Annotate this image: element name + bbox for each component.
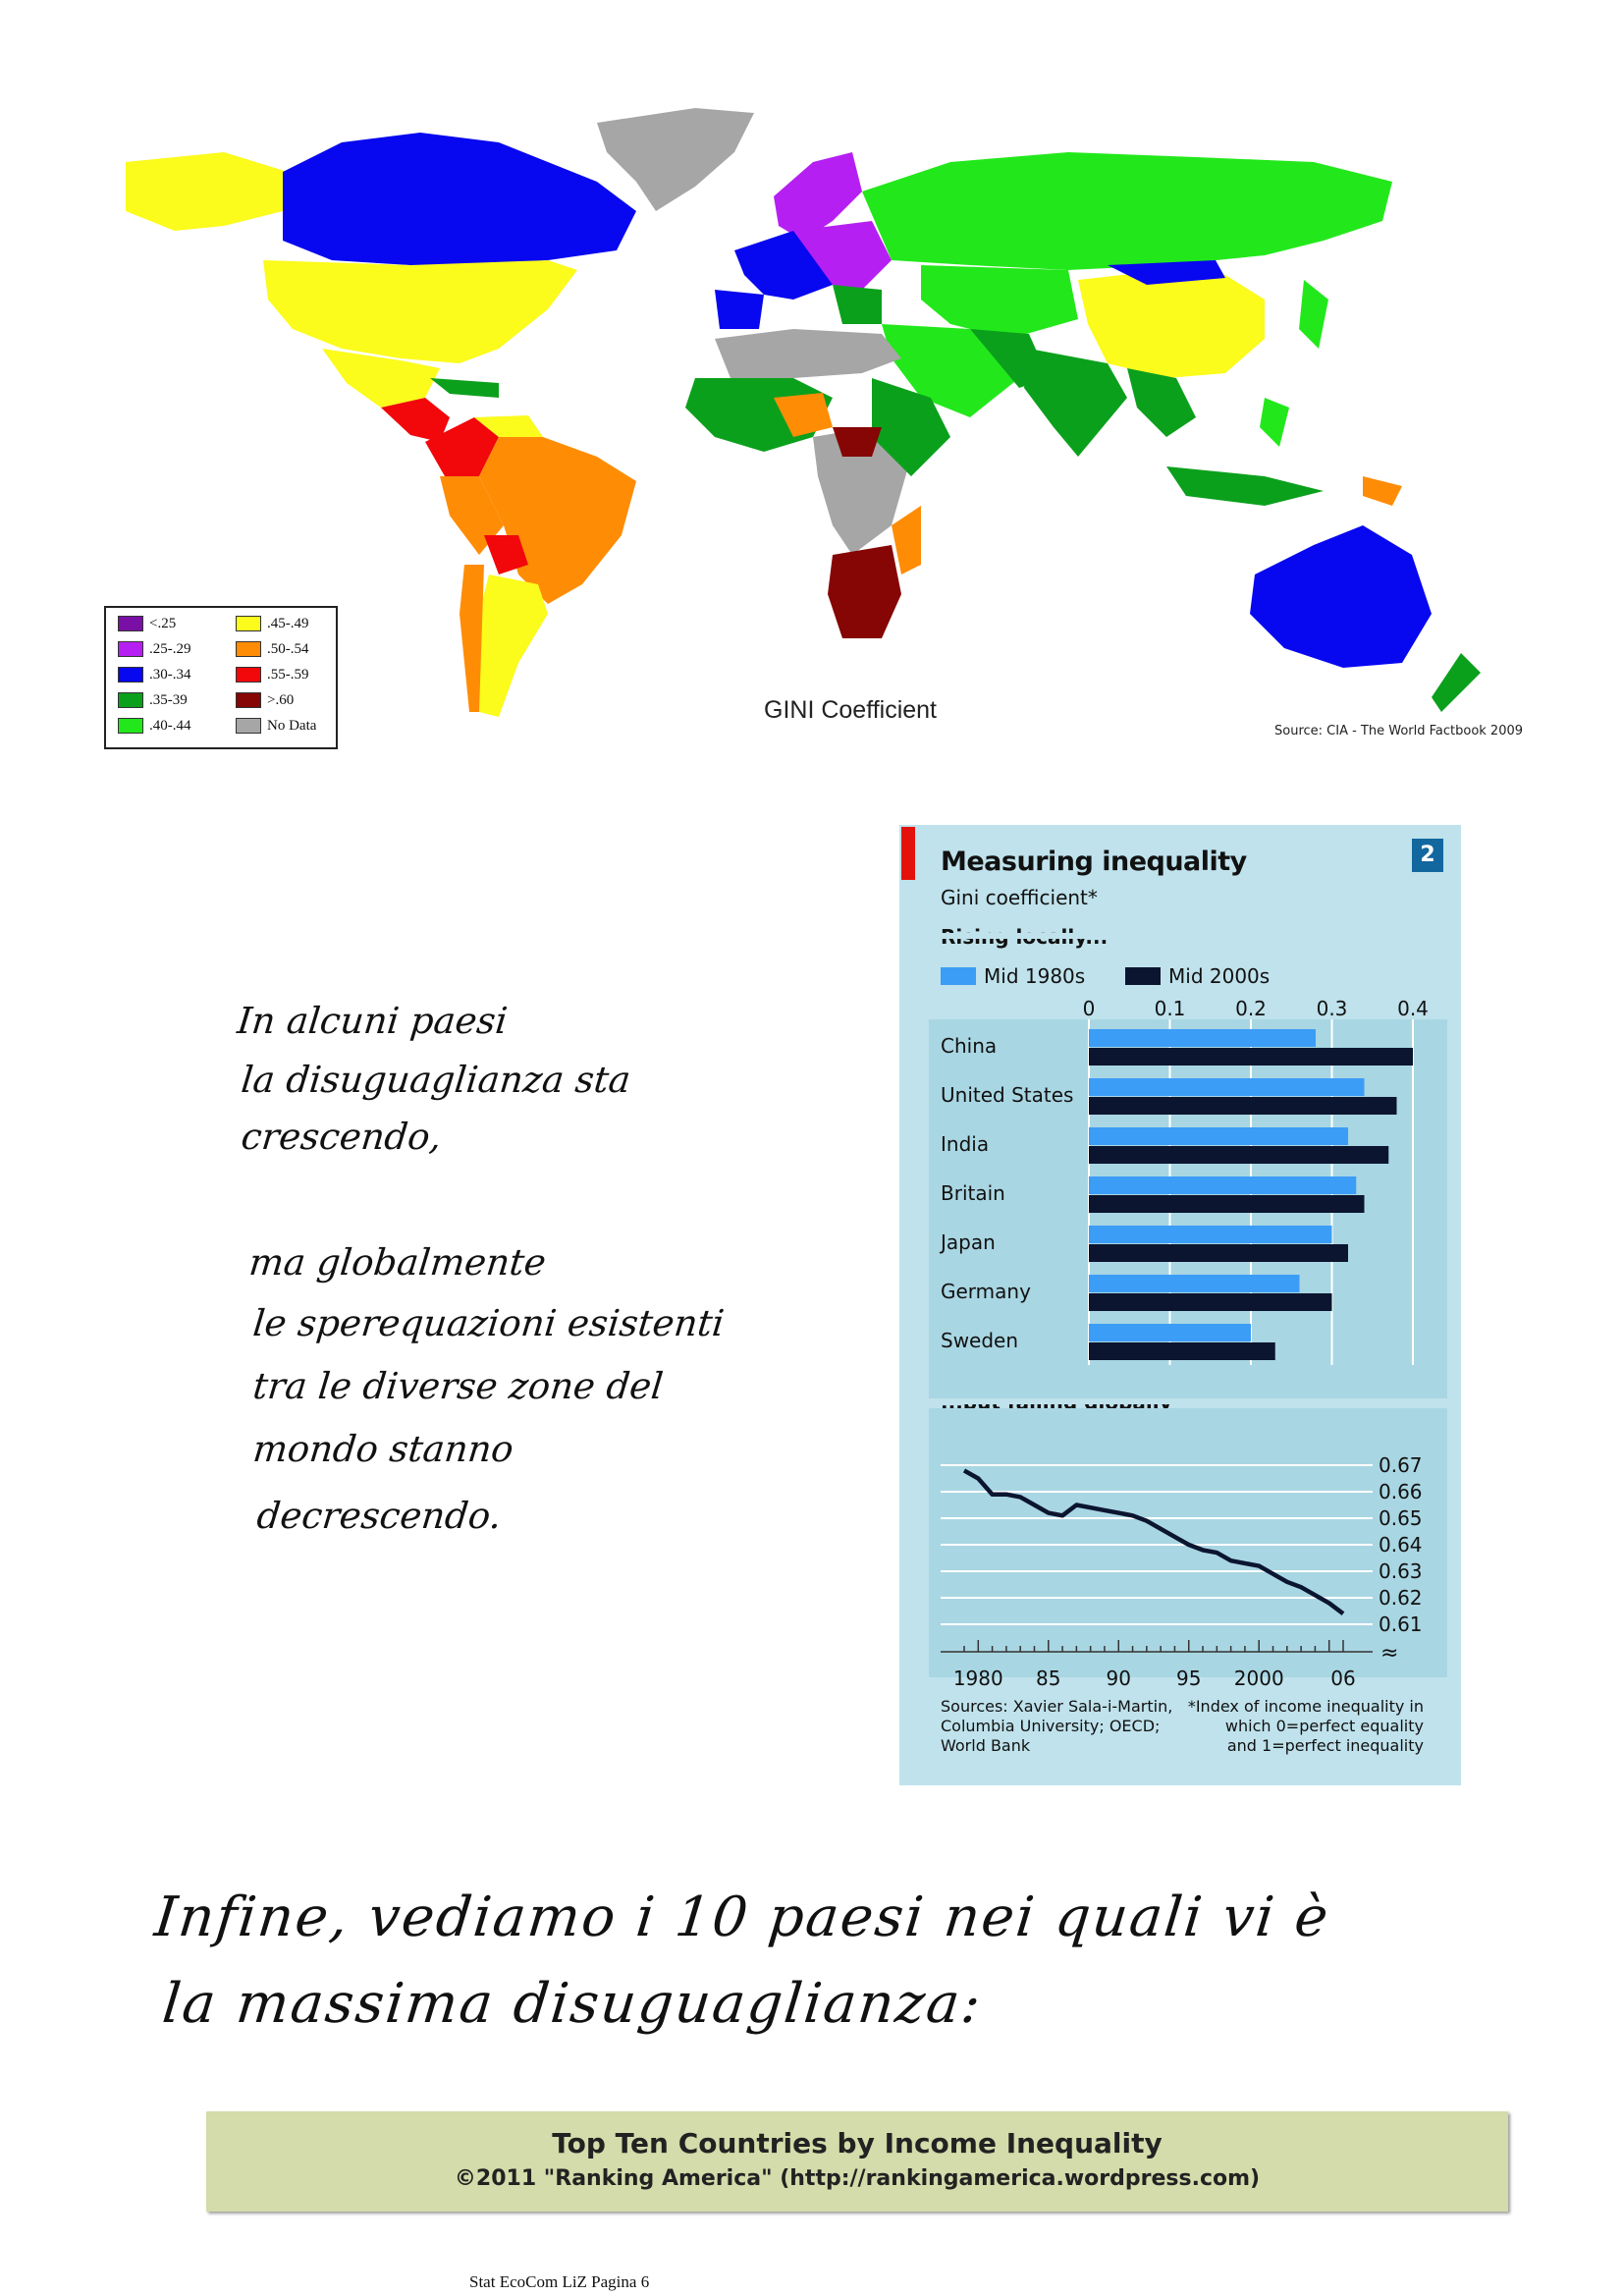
region-japan [1299,280,1328,349]
bar-1 [1089,1293,1332,1311]
region-australia [1250,525,1432,668]
region-china [1078,270,1265,378]
note-line-2: la disuguaglianza sta [239,1059,633,1101]
line-y-tick-label: 0.62 [1379,1586,1423,1610]
region-usa [263,260,577,363]
bar-tick-label: 0.4 [1397,997,1429,1020]
legend-item [236,690,294,710]
legend-item [118,690,188,710]
chart-sources [941,1697,1172,1756]
banner-title: Top Ten Countries by Income Inequality [552,2127,1163,2159]
line-x-tick-label: 90 [1106,1667,1131,1690]
bar-0 [1089,1275,1300,1292]
legend-item [236,639,309,659]
bar-category-label: United States [941,1083,1074,1107]
bar-category-label: Germany [941,1280,1031,1303]
map-source: Source: CIA - The World Factbook 2009 [1274,724,1524,738]
top-ten-banner [206,2111,1508,2212]
legend-label: .40-.44 [149,717,191,734]
line-y-tick-label: 0.63 [1379,1559,1423,1583]
line-x-tick-label: 2000 [1233,1667,1284,1690]
legend-item [118,614,176,633]
legend-label: .30-.34 [149,666,191,683]
legend-swatch [236,616,261,631]
bar-tick-label: 0 [1082,997,1096,1020]
inequality-plots [899,825,1461,1785]
bar-tick-label: 0.2 [1235,997,1267,1020]
measuring-inequality-chart [899,825,1461,1785]
legend-label: .55-.59 [267,666,309,683]
region-russia [862,152,1392,270]
legend-label: <.25 [149,615,177,631]
footnote-line-2: which 0=perfect equality [1224,1717,1424,1735]
bar-category-label: Britain [941,1181,1005,1205]
line-x-tick-label: 95 [1176,1667,1202,1690]
line-x-tick-label: 1980 [952,1667,1003,1690]
note-line-4: ma globalmente [246,1241,549,1284]
legend-swatch [118,641,143,657]
region-philippines [1260,398,1289,447]
legend-swatch [236,718,261,734]
line-x-tick-label: 06 [1330,1667,1356,1690]
map-legend [104,606,338,749]
legend-item [236,614,309,633]
region-indonesia [1166,466,1324,506]
bar-1 [1089,1048,1413,1066]
legend-item [236,716,316,736]
note-line-8: decrescendo. [254,1495,504,1537]
region-southern-africa [828,545,901,638]
line-x-tick-label: 85 [1036,1667,1061,1690]
bar-1 [1089,1195,1365,1213]
region-caribbean [430,378,499,398]
legend-item [118,639,191,659]
line-y-tick-label: 0.66 [1379,1480,1423,1503]
legend-swatch [118,718,143,734]
bar-1 [1089,1097,1397,1115]
bar-1 [1089,1146,1388,1164]
axis-break-symbol: ≈ [1380,1641,1399,1666]
bar-1 [1089,1342,1275,1360]
line-y-tick-label: 0.65 [1379,1506,1423,1530]
note-line-7: mondo stanno [250,1428,516,1470]
bar-category-label: Japan [941,1230,996,1254]
sources-line-1: Sources: Xavier Sala-i-Martin, [941,1697,1173,1716]
legend-swatch [236,641,261,657]
chart-subtitle: Gini coefficient* [941,886,1098,909]
bar-category-label: India [941,1132,990,1156]
bar-0 [1089,1078,1365,1096]
legend-swatch [118,616,143,631]
region-new-zealand [1432,653,1481,712]
line-y-tick-label: 0.64 [1379,1533,1423,1557]
chart-title: Measuring inequality [941,847,1247,877]
legend-label: .35-39 [149,691,188,708]
region-canada [283,133,636,265]
note-line-10: la massima disuguaglianza: [159,1972,986,2036]
bar-0 [1089,1127,1348,1145]
region-alaska [126,152,288,231]
gini-world-map [86,103,1610,763]
region-se-asia [1127,368,1196,437]
legend-label: .25-.29 [149,640,191,657]
legend-swatch [118,667,143,683]
bar-0 [1089,1176,1356,1194]
legend-item [118,665,191,684]
legend-label: .45-.49 [267,615,309,631]
note-line-6: tra le diverse zone del [250,1365,666,1407]
bar-category-label: Sweden [941,1329,1019,1352]
legend-label: No Data [267,717,317,734]
region-greenland [597,108,754,211]
region-argentina [474,574,548,717]
legend-label-1980s: Mid 1980s [984,964,1086,988]
region-mozambique [892,506,921,574]
note-line-5: le sperequazioni esistenti [250,1302,727,1344]
chart-footnote [1188,1697,1424,1756]
legend-swatch [118,692,143,708]
note-line-3: crescendo, [239,1116,444,1158]
bar-0 [1089,1324,1251,1341]
region-png [1363,476,1402,506]
sources-line-2: Columbia University; OECD; [941,1717,1161,1735]
map-title: GINI Coefficient [764,696,938,724]
note-line-9: Infine, vediamo i 10 paesi nei quali vi è [151,1886,1333,1949]
note-line-1: In alcuni paesi [235,1000,510,1042]
legend-item [236,665,309,684]
bar-tick-label: 0.3 [1316,997,1348,1020]
region-balkans [833,285,882,324]
bar-0 [1089,1029,1316,1047]
region-india [1024,349,1127,457]
page-footer: Stat EcoCom LiZ Pagina 6 [469,2272,650,2291]
bar-1 [1089,1244,1348,1262]
legend-label: >.60 [267,691,295,708]
chart-number-badge: 2 [1412,839,1443,872]
bar-0 [1089,1226,1332,1243]
region-iberia [715,290,764,329]
footnote-line-3: and 1=perfect inequality [1226,1736,1424,1755]
sources-line-3: World Bank [941,1736,1031,1755]
bar-tick-label: 0.1 [1154,997,1186,1020]
legend-label: .50-.54 [267,640,309,657]
line-y-tick-label: 0.67 [1379,1453,1423,1477]
footnote-line-1: *Index of income inequality in [1187,1697,1424,1716]
bar-category-label: China [941,1034,998,1058]
legend-swatch [236,667,261,683]
legend-swatch [236,692,261,708]
line-y-tick-label: 0.61 [1379,1613,1423,1636]
banner-subtitle: ©2011 "Ranking America" (http://rankingamerica.wordpress.com) [454,2166,1261,2191]
legend-label-2000s: Mid 2000s [1168,964,1271,988]
legend-item [118,716,191,736]
